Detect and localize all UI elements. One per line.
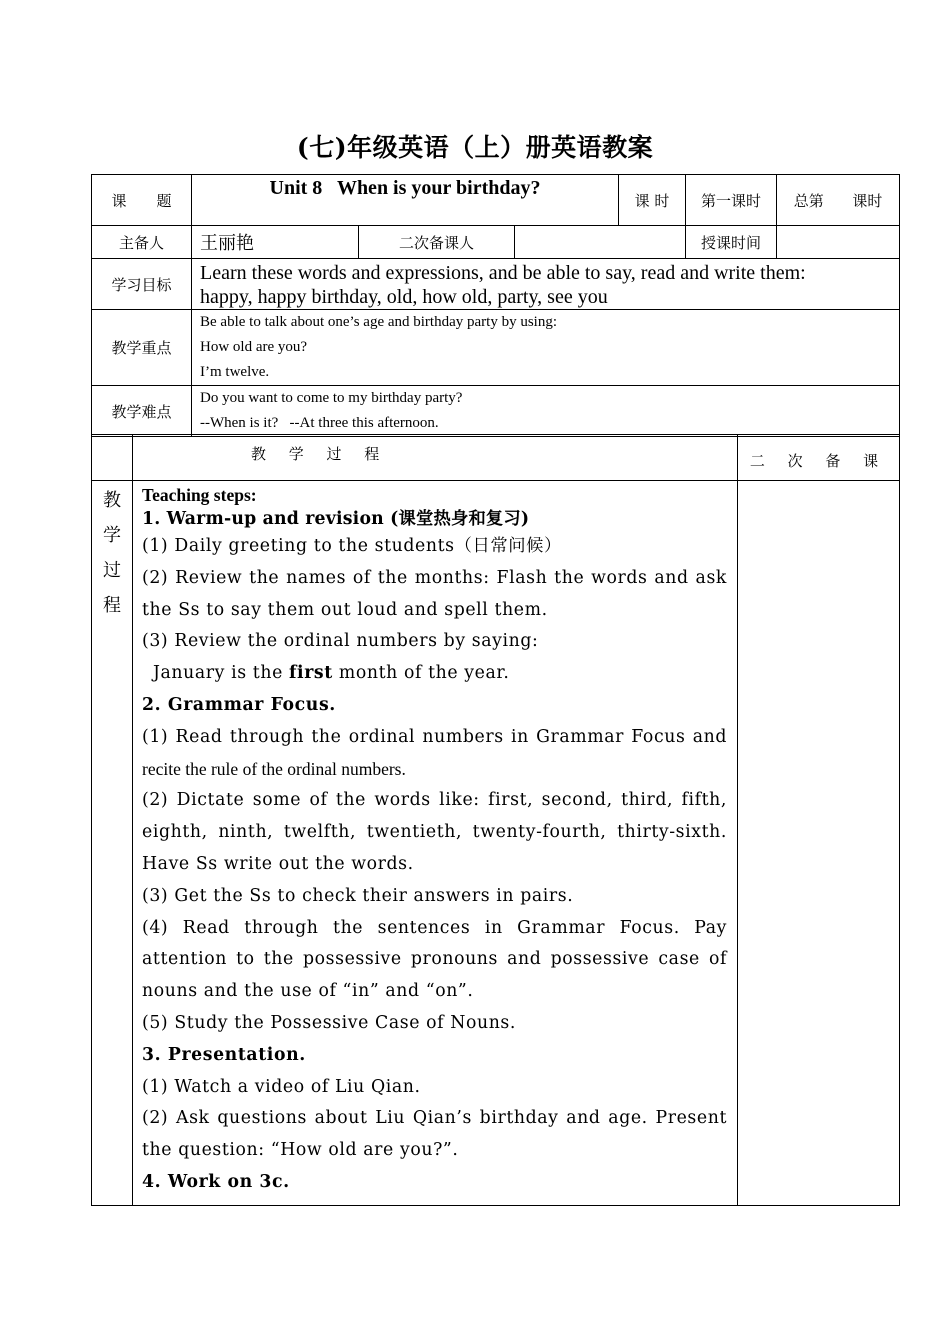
- period-label: 课 时: [619, 175, 686, 226]
- lesson-info-table: [91, 174, 900, 437]
- key-point-line: I’m twelve.: [200, 364, 270, 380]
- key-point-line: Be able to talk about one’s age and birthday party by using:: [200, 314, 557, 330]
- topic-value: Unit 8 When is your birthday?: [192, 175, 619, 226]
- difficulty-line: Do you want to come to my birthday party?: [200, 390, 463, 406]
- section-heading: 4. Work on 3c.: [142, 1171, 290, 1192]
- section-heading: 1. Warm-up and revision (课堂热身和复习): [142, 509, 530, 529]
- step-item: recite the rule of the ordinal numbers.: [142, 758, 406, 779]
- second-preparer-label: 二次备课人: [359, 226, 515, 259]
- preparer-name: 王丽艳: [192, 226, 359, 259]
- class-time-label: 授课时间: [686, 226, 777, 259]
- step-item: [142, 658, 727, 690]
- step-item: (2) Ask questions about Liu Qian’s birthday and age. Present the question: “How old are you?”.: [142, 1108, 727, 1161]
- step-item: (2) Review the names of the months: Flash the words and ask the Ss to say them out loud and spell them.: [142, 567, 727, 620]
- step-item: (4) Read through the sentences in Grammar Focus. Pay attention to the possessive pronouns and possessive case of nouns and the use of “in” and “on”.: [142, 917, 727, 1002]
- step-item: (5) Study the Possessive Case of Nouns.: [142, 1012, 516, 1033]
- difficulty-line: --When is it? --At three this afternoon.: [200, 415, 439, 431]
- steps-heading: Teaching steps:: [142, 485, 257, 505]
- step-item: (3) Get the Ss to check their answers in pairs.: [142, 885, 574, 906]
- step-emphasis: first: [289, 663, 333, 684]
- difficulties-label: 教学难点: [92, 386, 192, 437]
- side-char: 过: [103, 560, 121, 581]
- difficulties-text: [192, 386, 900, 437]
- process-corner-cell: [92, 435, 133, 481]
- objectives-line-1: Learn these words and expressions, and be able to say, read and write them:: [200, 262, 806, 284]
- topic-label: 课 题: [92, 175, 192, 226]
- total-period-label: 总第 课时: [777, 175, 900, 226]
- side-char: 教: [103, 490, 121, 511]
- key-points-text: [192, 310, 900, 386]
- objectives-line-2: happy, happy birthday, old, how old, party, see you: [200, 286, 608, 308]
- class-time-value: [777, 226, 900, 259]
- key-points-label: 教学重点: [92, 310, 192, 386]
- key-point-line: How old are you?: [200, 339, 308, 355]
- objectives-label: 学习目标: [92, 259, 192, 310]
- second-prep-notes: [738, 481, 900, 1206]
- second-prep-header: 二 次 备 课: [738, 435, 900, 481]
- section-heading: 3. Presentation.: [142, 1044, 306, 1065]
- step-item: (1) Watch a video of Liu Qian.: [142, 1076, 421, 1097]
- side-char: 学: [103, 525, 121, 546]
- step-text: January is the: [153, 663, 289, 684]
- page-title: (七)年级英语（上）册英语教案: [296, 133, 654, 162]
- step-text: month of the year.: [332, 663, 510, 684]
- step-item: (3) Review the ordinal numbers by saying:: [142, 631, 539, 652]
- objectives-text: [192, 259, 900, 310]
- second-preparer-value: [515, 226, 686, 259]
- period-value: 第一课时: [686, 175, 777, 226]
- step-item: (1) Daily greeting to the students（日常问候）: [142, 536, 562, 556]
- teaching-steps: [133, 481, 738, 1206]
- preparer-label: 主备人: [92, 226, 192, 259]
- process-header: 教 学 过 程: [133, 435, 738, 481]
- teaching-process-table: [91, 434, 900, 1206]
- step-item: (1) Read through the ordinal numbers in Grammar Focus and: [142, 726, 727, 747]
- step-item: (2) Dictate some of the words like: first, second, third, fifth, eighth, ninth, twelfth, twentieth, twenty-fourth, thirty-sixth. Have Ss write out the words.: [142, 790, 727, 874]
- section-heading: 2. Grammar Focus.: [142, 694, 336, 715]
- process-side-label: [92, 481, 133, 1206]
- side-char: 程: [103, 595, 121, 616]
